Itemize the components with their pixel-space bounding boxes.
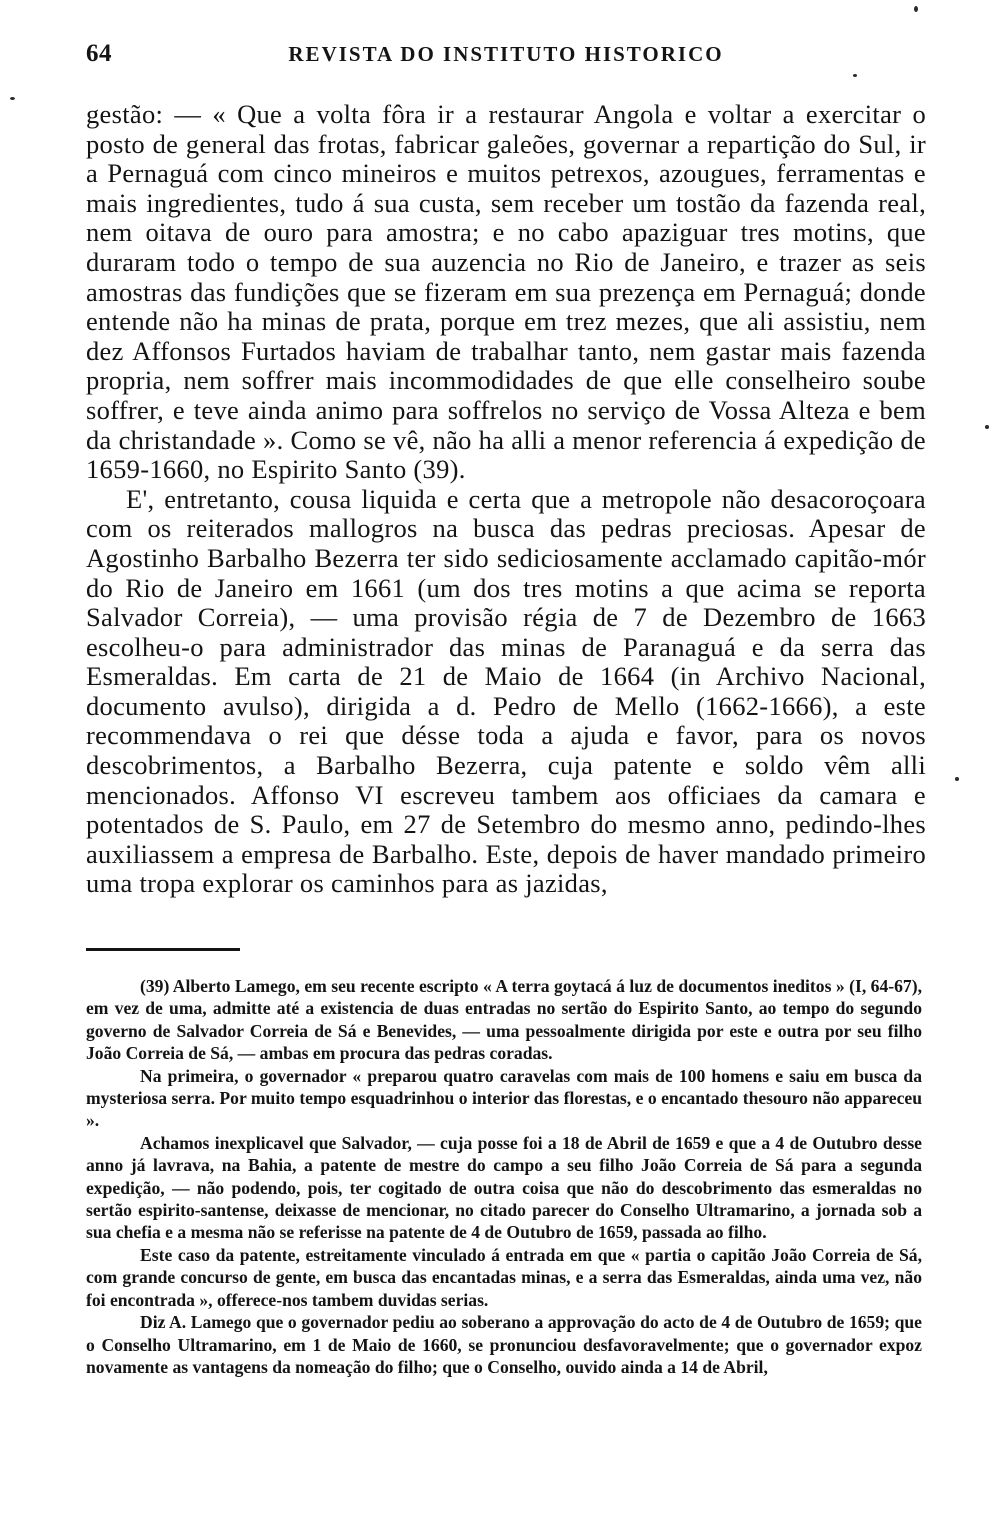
print-speck [955, 777, 959, 781]
footnote-paragraph: (39) Alberto Lamego, em seu recente escripto « A terra goytacá á luz de documentos ineditos » (I, 64-67), em vez de uma, admitte até a existencia de duas entradas no sertão do Espirito Santo, ao tempo do segundo governo de Salvador Correia de Sá e Benevides, — uma pessoalmente dirigida por este e outra por seu filho João Correia de Sá, — ambas em procura das pedras coradas. [86, 976, 922, 1064]
footnote-paragraph: Diz A. Lamego que o governador pediu ao soberano a approvação do acto de 4 de Outubro de 1659; que o Conselho Ultramarino, em 1 de Maio de 1660, se pronunciou desfavoravelmente; que o governador expoz novamente as vantagens da nomeação do filho; que o Conselho, ouvido ainda a 14 de Abril, [86, 1312, 922, 1377]
footnote-paragraph: Na primeira, o governador « preparou quatro caravelas com mais de 100 homens e saiu em busca da mysteriosa serra. Por muito tempo esquadrinhou o interior das florestas, e o encantado thesouro não appareceu ». [86, 1065, 922, 1131]
footnote-separator [86, 948, 240, 951]
print-speck [10, 97, 15, 100]
footnotes [86, 975, 922, 1378]
running-title: REVISTA DO INSTITUTO HISTORICO [288, 42, 724, 66]
body-paragraph: gestão: — « Que a volta fôra ir a restaurar Angola e voltar a exercitar o posto de general das frotas, fabricar galeões, governar a repartição do Sul, ir a Pernaguá com cinco mineiros e muitos petrexos, azougues, ferramentas e mais ingredientes, tudo á sua custa, sem receber um tostão da fazenda real, nem oitava de ouro para amostra; e no cabo apaziguar tres motins, que duraram todo o tempo de sua auzencia no Rio de Janeiro, e trazer as seis amostras das fundições que se fizeram em sua prezença em Pernaguá; donde entende não ha minas de prata, porque em trez mezes, que ali assistiu, nem dez Affonsos Furtados haviam de trabalhar tanto, nem gastar mais fazenda propria, nem soffrer mais incommodidades de que elle conselheiro soube soffrer, e teve ainda animo para soffrelos no serviço de Vossa Alteza e bem da christandade ». Como se vê, não ha alli a menor referencia á expedição de 1659-1660, no Espirito Santo (39). [86, 99, 926, 485]
footnote-paragraph: Achamos inexplicavel que Salvador, — cuja posse foi a 18 de Abril de 1659 e que a 4 de Outubro desse anno já lavrava, na Bahia, a patente de mestre do campo a seu filho João Correia de Sá para a segunda expedição, — não podendo, pois, ter cogitado de outra coisa que não do descobrimento das esmeraldas no sertão espirito-santense, deixasse de mencionar, no citado parecer do Conselho Ultramarino, a jornada sob a sua chefia e a mesma não se referisse na patente de 4 de Outubro de 1659, passada ao filho. [86, 1132, 922, 1243]
main-text [86, 100, 926, 899]
page-header [86, 40, 926, 70]
print-speck [853, 74, 857, 77]
footnote-paragraph: Este caso da patente, estreitamente vinculado á entrada em que « partia o capitão João Correia de Sá, com grande concurso de gente, em busca das encantadas minas, e a serra das Esmeraldas, ainda uma vez, não foi encontrada », offerece-nos tambem duvidas serias. [86, 1244, 922, 1310]
body-paragraph: E', entretanto, cousa liquida e certa que a metropole não desacoroçoara com os reiterados mallogros na busca das pedras preciosas. Apesar de Agostinho Barbalho Bezerra ter sido sediciosamente acclamado capitão-mór do Rio de Janeiro em 1661 (um dos tres motins a que acima se reporta Salvador Correia), — uma provisão régia de 7 de Dezembro de 1663 escolheu-o para administrador das minas de Paranaguá e da serra das Esmeraldas. Em carta de 21 de Maio de 1664 (in Archivo Nacional, documento avulso), dirigida a d. Pedro de Mello (1662-1666), a este recommendava o rei que désse toda a ajuda e favor, para os novos descobrimentos, a Barbalho Bezerra, cuja patente e soldo vêm alli mencionados. Affonso VI escreveu tambem aos officiaes da camara e potentados de S. Paulo, em 27 de Setembro do mesmo anno, pedindo-lhes auxiliassem a empresa de Barbalho. Este, depois de haver mandado primeiro uma tropa explorar os caminhos para as jazidas, [86, 483, 926, 899]
print-speck [985, 425, 989, 429]
page-number: 64 [86, 40, 112, 67]
print-speck [914, 6, 918, 12]
